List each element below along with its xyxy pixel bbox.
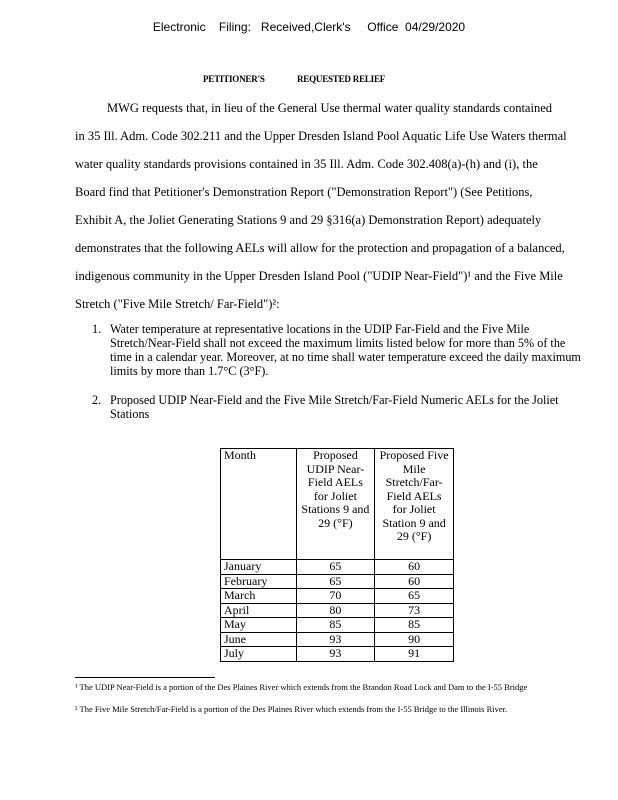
month-cell: July: [221, 647, 297, 662]
month-cell: March: [221, 589, 297, 604]
table-row: [221, 574, 454, 589]
header-udip-near-field: Proposed UDIP Near-Field AELs for Joliet Stations 9 and 29 (°F): [296, 449, 375, 560]
near-field-cell: 70: [296, 589, 375, 604]
ael-table: [220, 448, 454, 662]
header-month: Month: [221, 449, 297, 560]
far-field-cell: 85: [375, 618, 454, 633]
table-row: [221, 603, 454, 618]
list-item-number: 1.: [92, 322, 102, 336]
footnote-2: ² The Five Mile Stretch/Far-Field is a portion of the Des Plaines River which extends from the I-55 Bridge to the Illinois River.: [75, 704, 508, 714]
far-field-cell: 73: [375, 603, 454, 618]
footnote-divider: [75, 677, 215, 678]
near-field-cell: 93: [296, 632, 375, 647]
list-item-number: 2.: [92, 393, 102, 407]
paragraph-line-5: Exhibit A, the Joliet Generating Stations 9 and 29 §316(a) Demonstration Report) adequately: [75, 213, 542, 227]
paragraph-line-1: MWG requests that, in lieu of the General Use thermal water quality standards contained: [107, 101, 552, 115]
paragraph-line-4: Board find that Petitioner's Demonstration Report ("Demonstration Report") (See Petitions,: [75, 185, 533, 199]
paragraph-line-6: demonstrates that the following AELs will allow for the protection and propagation of a balanced,: [75, 241, 565, 255]
far-field-cell: 60: [375, 574, 454, 589]
paragraph-line-3: water quality standards provisions contained in 35 Ill. Adm. Code 302.408(a)-(h) and (i), the: [75, 157, 538, 171]
electronic-filing-header: Electronic Filing: Received,Clerk's Office 04/29/2020: [152, 20, 466, 34]
near-field-cell: 65: [296, 574, 375, 589]
month-cell: February: [221, 574, 297, 589]
near-field-cell: 85: [296, 618, 375, 633]
far-field-cell: 91: [375, 647, 454, 662]
list-item: [92, 393, 582, 423]
section-title-requested-relief: REQUESTED RELIEF: [297, 74, 386, 84]
far-field-cell: 65: [375, 589, 454, 604]
paragraph-line-8: Stretch ("Five Mile Stretch/ Far-Field")²:: [75, 297, 280, 311]
table-row: [221, 647, 454, 662]
near-field-cell: 80: [296, 603, 375, 618]
month-cell: April: [221, 603, 297, 618]
table-row: [221, 618, 454, 633]
list-item: [92, 322, 582, 382]
footnote-1: ¹ The UDIP Near-Field is a portion of the Des Plaines River which extends from the Brandon Road Lock and Dam to the I-55 Bridge: [75, 682, 528, 692]
table-row: [221, 560, 454, 575]
far-field-cell: 90: [375, 632, 454, 647]
month-cell: June: [221, 632, 297, 647]
far-field-cell: 60: [375, 560, 454, 575]
list-item-text: Water temperature at representative locations in the UDIP Far-Field and the Five Mile Stretch/Near-Field shall not exceed the maximum limits listed below for more than 5% of the time in a calendar year. Moreover, at no time shall water temperature exceed the daily maximum limits by more than 1.7°C (3°F).: [110, 322, 581, 378]
paragraph-line-2: in 35 Ill. Adm. Code 302.211 and the Upper Dresden Island Pool Aquatic Life Use Waters thermal: [75, 129, 567, 143]
near-field-cell: 93: [296, 647, 375, 662]
month-cell: May: [221, 618, 297, 633]
near-field-cell: 65: [296, 560, 375, 575]
table-row: [221, 589, 454, 604]
header-five-mile-far-field: Proposed Five Mile Stretch/Far-Field AELs for Joliet Station 9 and 29 (°F): [375, 449, 454, 560]
paragraph-line-7: indigenous community in the Upper Dresden Island Pool ("UDIP Near-Field")¹ and the Five Mile: [75, 269, 563, 283]
section-title-petitioners: PETITIONER'S: [203, 74, 265, 84]
month-cell: January: [221, 560, 297, 575]
table-header-row: [221, 449, 454, 560]
list-item-text: Proposed UDIP Near-Field and the Five Mile Stretch/Far-Field Numeric AELs for the Joliet Stations: [110, 393, 559, 421]
table-row: [221, 632, 454, 647]
